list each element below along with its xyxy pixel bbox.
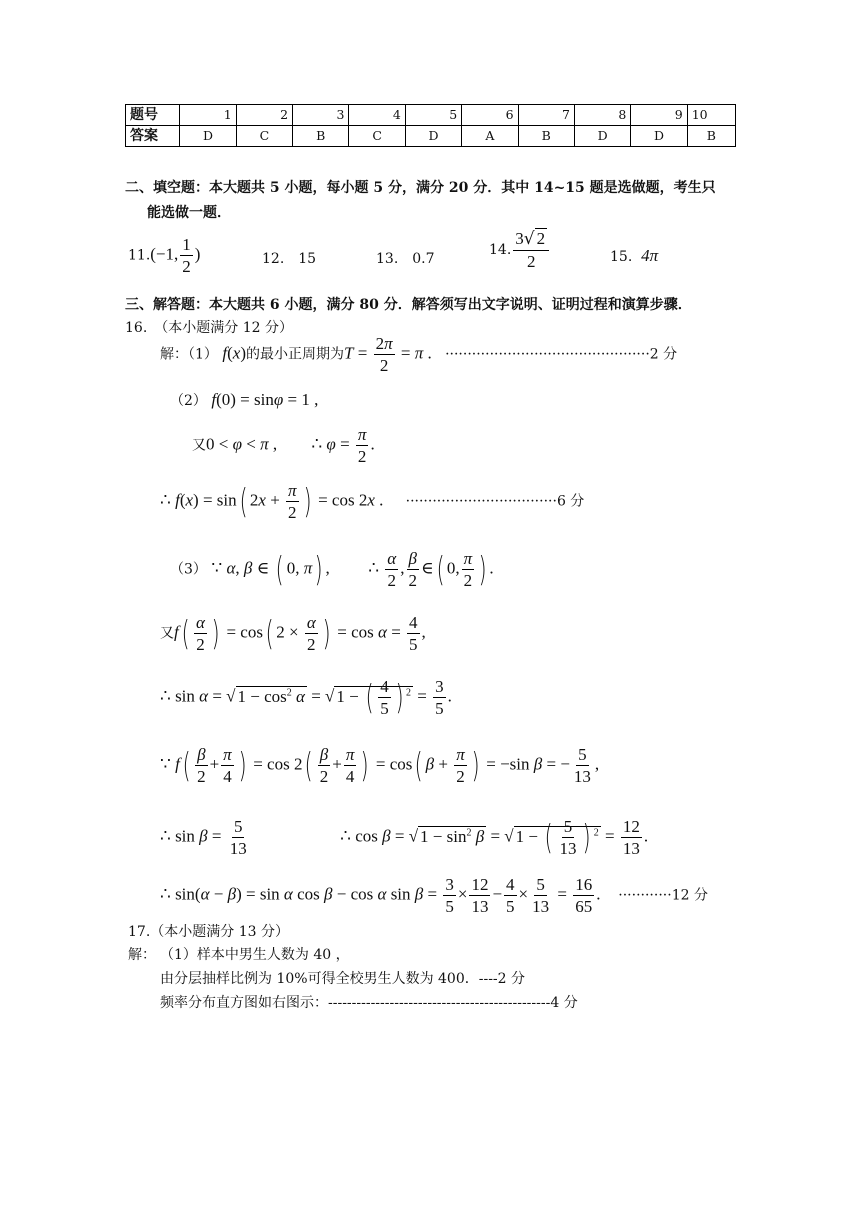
question-number: 3: [293, 105, 349, 126]
q16-part2: （2） f(0) = sinφ = 1 ,: [170, 390, 319, 409]
section2-heading-line2: 能选做一题．: [147, 205, 231, 221]
q16-part3: （3） ∵ α, β ∈ ( 0, π) , ∴ $\frac{\alpha}{2}$ , $\frac{\beta}{2}$ ∈( 0, $\frac{\pi}{2}$ ) .: [170, 549, 494, 590]
row-label-number: 题号: [126, 105, 180, 126]
q16-title: 16. （本小题满分 12 分）: [125, 320, 293, 336]
q16-part1: 解：（1） f(x)的最小正周期为T = $\frac{2\pi}{2}$ = π . ··············································2 分: [160, 334, 678, 375]
answer-cell: D: [631, 126, 687, 147]
section2-heading-line1: 二、填空题：本大题共 5 小题，每小题 5 分，满分 20 分．其中 14~15 题是选做题，考生只: [125, 180, 716, 196]
q17-jie: 解：: [128, 947, 156, 963]
q16-part1-prefix: 解：（1）: [160, 346, 218, 363]
q16-phi-range: 又0 < φ < π , ∴ φ = $\frac{\pi}{2}$ .: [192, 425, 375, 466]
question-number: 6: [462, 105, 518, 126]
answer-cell: B: [293, 126, 349, 147]
question-number: 8: [574, 105, 630, 126]
q16-cos-alpha: 又f( $\frac{\alpha}{2}$ ) = cos( 2 × $\frac{\alpha}{2}$ ) = cos α = $\frac{4}{5}$ ,: [160, 613, 426, 654]
you-word: 又: [192, 437, 206, 454]
question-number: 1: [180, 105, 236, 126]
score-12: 12 分: [671, 887, 708, 904]
row-label-answer: 答案: [126, 126, 180, 147]
answer-12: 12. 15: [262, 251, 317, 267]
q16-sin-cos-beta: ∴ sin β = $\frac{5}{13}$ ∴ cos β = √ $1 - \sin^2 \beta$ = √ 1 − ( $\frac{5}{13}$ ) $^2$ = $\frac{12}{13}$ .: [160, 817, 649, 859]
answer-11: 11.(−1, $\frac{1}{2}$ ): [128, 235, 201, 276]
answer-15-label: 15.: [610, 249, 633, 265]
question-number: 2: [236, 105, 292, 126]
answer-cell: C: [349, 126, 405, 147]
q17-line3: 频率分布直方图如右图示：-----------------------------------------------4 分: [160, 995, 578, 1011]
answer-table: [125, 104, 736, 147]
answer-cell: C: [236, 126, 292, 147]
q17-line1: （1）样本中男生人数为 40 ，: [160, 947, 350, 963]
you-word: 又: [160, 625, 174, 642]
q16-sin-alpha: ∴ sin α = √ $1 - \cos^2 \alpha$ = √ 1 − ( $\frac{4}{5}$ ) $^2$ = $\frac{3}{5}$ .: [160, 677, 452, 719]
q16-part2-label: （2）: [170, 393, 207, 409]
q16-part1-text: 的最小正周期为: [246, 346, 344, 363]
answer-14-label: 14.: [489, 242, 512, 258]
q17-line2: 由分层抽样比例为 10%可得全校男生人数为 400．----2 分: [160, 971, 526, 987]
score-2: 2 分: [649, 346, 678, 363]
question-number: 10: [687, 105, 735, 126]
answer-cell: D: [180, 126, 236, 147]
section3-heading: 三、解答题：本大题共 6 小题，满分 80 分．解答须写出文字说明、证明过程和演算步骤．: [125, 297, 692, 313]
answer-cell: D: [405, 126, 461, 147]
question-number: 5: [405, 105, 461, 126]
answer-15-value: 4π: [641, 246, 659, 265]
q16-f-beta: ∵ f( $\frac{\beta}{2}$ + $\frac{\pi}{4}$ ) = cos 2( $\frac{\beta}{2}$ + $\frac{\pi}{4}$ ) = cos( β + $\frac{\pi}{2}$ ) = −sin β = − $\frac{5}{13}$ ,: [160, 745, 600, 786]
answer-cell: A: [462, 126, 518, 147]
q17-title: 17.（本小题满分 13 分）: [128, 924, 289, 940]
answer-cell: B: [687, 126, 735, 147]
question-number: 4: [349, 105, 405, 126]
answer-13: 13. 0.7: [376, 251, 435, 267]
q16-final: ∴ sin(α − β) = sin α cos β − cos α sin β = $\frac{3}{5}$ × $\frac{12}{13}$ − $\frac{4}{5}$ × $\frac{5}{13}$ = $\frac{16}{65}$ . ············12 分: [160, 875, 708, 916]
table-row: [126, 126, 736, 147]
score-6: 6 分: [556, 493, 585, 510]
q16-part3-label: （3）: [170, 561, 207, 578]
answer-cell: B: [518, 126, 574, 147]
question-number: 7: [518, 105, 574, 126]
q16-function: ∴ f(x) = sin( 2x + $\frac{\pi}{2}$ ) = cos 2x . ··································6 分: [160, 481, 585, 522]
table-row: [126, 105, 736, 126]
answer-11-label: 11.: [128, 247, 151, 264]
answer-15: [610, 246, 658, 266]
answer-cell: D: [574, 126, 630, 147]
question-number: 9: [631, 105, 687, 126]
answer-14: 14. $\frac{3√ 2}{2}$: [489, 230, 551, 270]
